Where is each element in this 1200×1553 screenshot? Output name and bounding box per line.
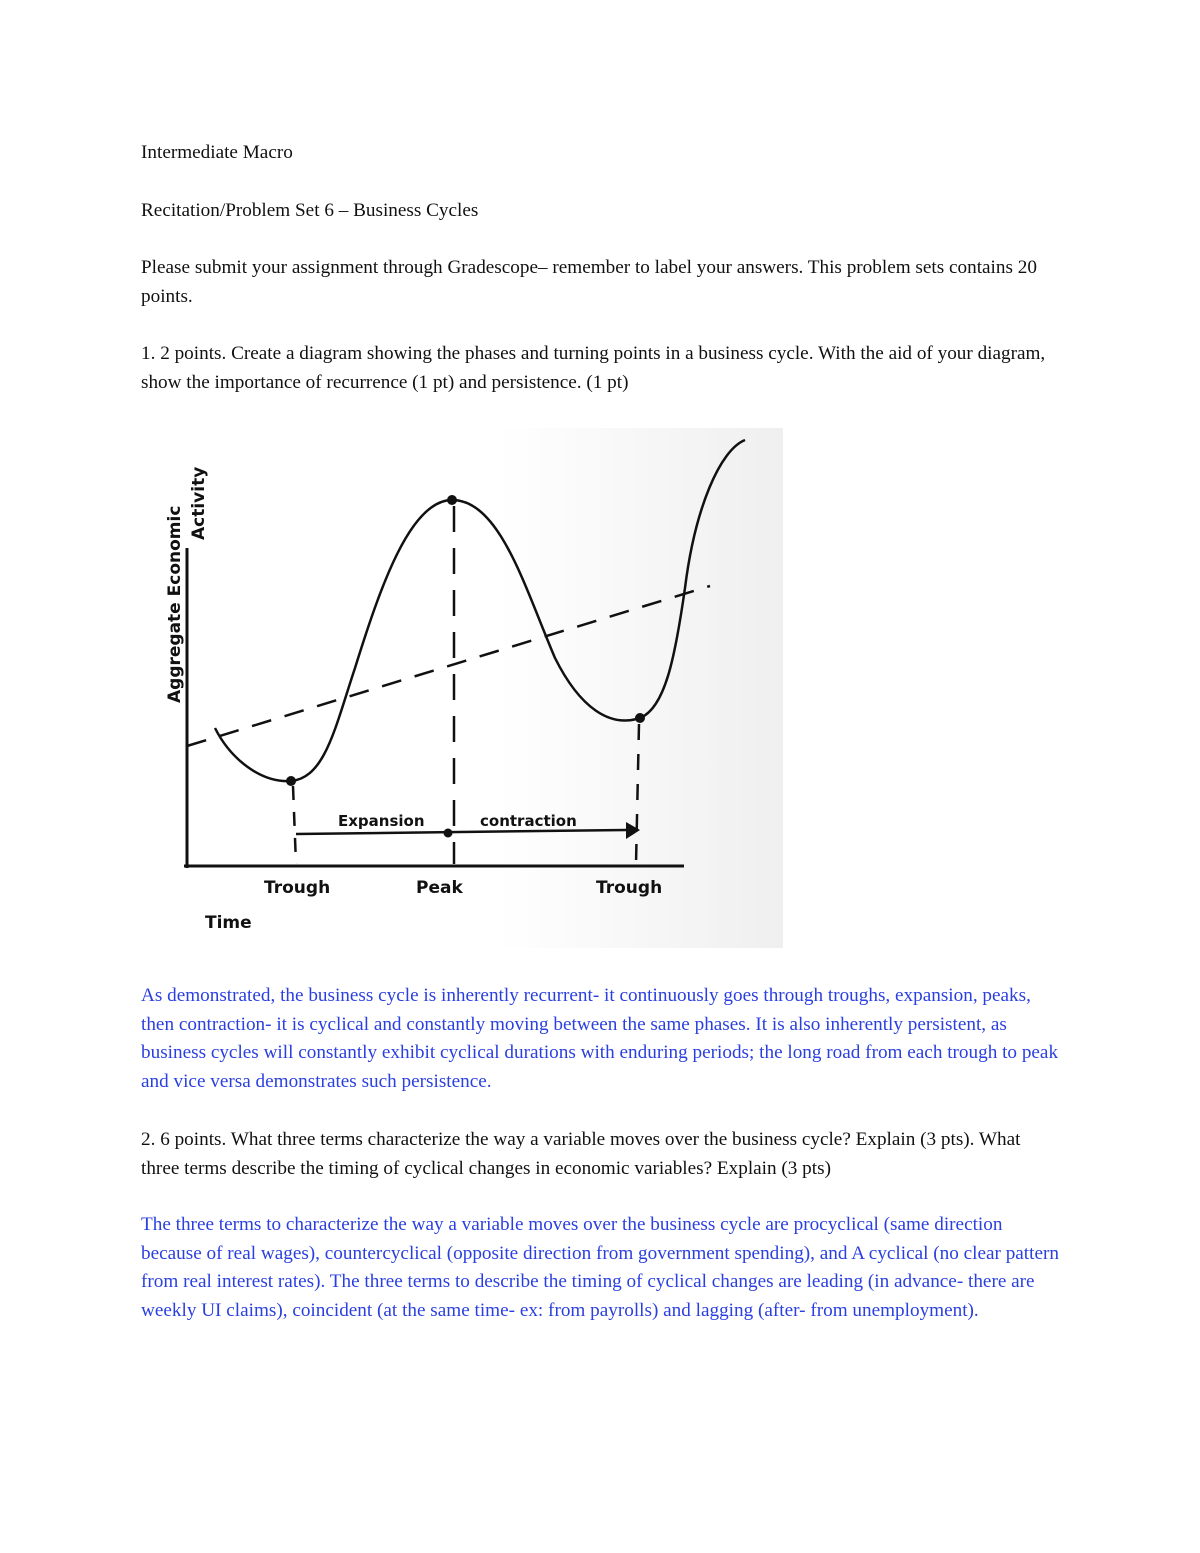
business-cycle-diagram (150, 428, 783, 948)
y-axis-title-line2: Activity (189, 466, 209, 540)
phase-label-contraction: contraction (480, 812, 577, 830)
trough-point-2 (635, 713, 645, 723)
document-title: Intermediate Macro (141, 142, 293, 163)
answer-2: The three terms to characterize the way a variable moves over the business cycle are procyclical (same direction because of real wages), countercyclical (opposite direction from government spending), and A cyclical (no clear pattern from real interest rates). The three terms to describe the timing of cyclical changes are leading (in advance- there are weekly UI claims), coincident (at the same time- ex: from payrolls) and lagging (after- from unemployment). (141, 1214, 1059, 1321)
y-axis-title-line1: Aggregate Economic (165, 505, 185, 703)
answer-1: As demonstrated, the business cycle is inherently recurrent- it continuously goes through troughs, expansion, peaks, then contraction- it is cyclical and constantly moving between the same phases. It is also inherently persistent, as business cycles will constantly exhibit cyclical durations with enduring periods; the long road from each trough to peak and vice versa demonstrates such persistence. (141, 985, 1059, 1092)
phase-arrow-midpoint (444, 829, 453, 838)
x-label-peak: Peak (416, 878, 463, 898)
phase-label-expansion: Expansion (338, 812, 425, 830)
question-2: 2. 6 points. What three terms characterize the way a variable moves over the business cycle? Explain (3 pts). What three terms describe the timing of cyclical changes in economic variables? Explain (3 pts) (141, 1129, 1021, 1179)
x-label-trough-1: Trough (264, 878, 331, 898)
peak-point (447, 495, 457, 505)
trough-point-1 (286, 776, 296, 786)
instructions-paragraph: Please submit your assignment through Gradescope– remember to label your answers. This problem sets contains 20 points. (141, 257, 1037, 307)
x-axis-title: Time (205, 913, 252, 933)
diagram-background (150, 428, 783, 948)
document-subtitle: Recitation/Problem Set 6 – Business Cycles (141, 200, 479, 221)
x-label-trough-2: Trough (596, 878, 663, 898)
question-1: 1. 2 points. Create a diagram showing the phases and turning points in a business cycle. With the aid of your diagram, show the importance of recurrence (1 pt) and persistence. (1 pt) (141, 343, 1046, 393)
